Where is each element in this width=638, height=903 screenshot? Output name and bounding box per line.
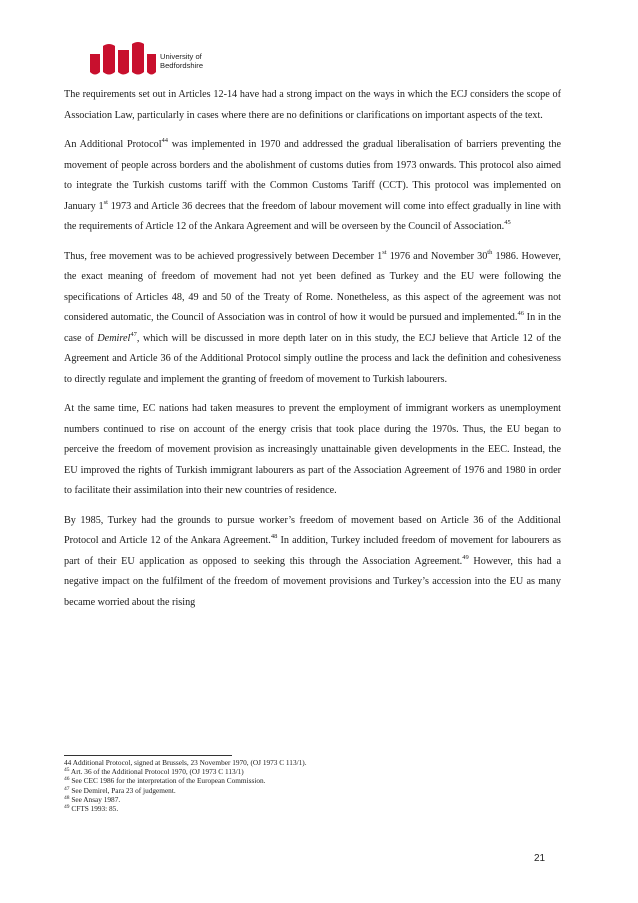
footnote-ref-49: 49: [462, 553, 469, 561]
logo-line-2: Bedfordshire: [160, 61, 204, 70]
logo-text: [160, 52, 203, 70]
footnote-separator: [64, 755, 232, 756]
footnote-ref-47: 47: [130, 330, 137, 338]
paragraph-5: By 1985, Turkey had the grounds to pursue worker’s freedom of movement based on Article 36 of the Additional Protocol and Article 12 of the Ankara Agreement.$^{48}$ In addition, Turkey included freedom of movement for labourers as part of their EU application as opposed to seeking this through the Association Agreement.$^{49}$ However, this had a negative impact on the fulfilment of the freedom of movement provisions and Turkey’s accession into the EU as many became worried about the rising: [64, 514, 561, 608]
case-name: Demirel: [97, 332, 131, 344]
footnote-ref-45: 45: [504, 219, 511, 226]
paragraph-1: The requirements set out in Articles 12-14 have had a strong impact on the ways in which the ECJ considers the scope of Association Law, particularly in cases where there are no definitions or clarifications on important aspects of the text.: [64, 89, 561, 121]
footnote-ref-48: 48: [270, 533, 278, 540]
paragraph-3: Thus, free movement was to be achieved progressively between December 1st 1976 and November 30th 1986. However, the exact meaning of freedom of movement had not yet been defined as Turkey and the EU were following the specifications of Articles 48, 49 and 50 of the Treaty of Rome. Nonetheless, as this aspect of the agreement was not considered automatic, the Council of Association was in control of how it would be pursued and implemented.$^{46}$ In in the case of Demirel$^{47}$, which will be discussed in more depth later on in this study, the ECJ believe that Article 12 of the Agreement and Article 36 of the Additional Protocol simply outline the process and lack the definition and cohesiveness to directly regulate and implement the granting of freedom of movement to Turkish labourers.: [64, 248, 561, 385]
footnote-44: 44 Additional Protocol, signed at Brussels, 23 November 1970, (OJ 1973 C 113/1).: [64, 758, 307, 767]
footnotes: [64, 758, 561, 813]
paragraph-2: An Additional Protocol$^{44}$ was implemented in 1970 and addressed the gradual liberalisation of barriers preventing the movement of people across borders and the abolishment of customs duties from 1973 onwards. This protocol also aimed to integrate the Turkish customs tariff with the Common Customs Tariff (CCT). This protocol was implemented on January 1st 1973 and Article 36 decrees that the freedom of labour movement will come into effect gradually in line with the requirements of Article 12 of the Ankara Agreement and will be overseen by the Council of Association.$^{45}$: [64, 137, 561, 232]
logo-line-1: University of: [160, 52, 202, 61]
footnote-47: $^{47}$ See Demirel, Para 23 of judgement.: [64, 785, 176, 795]
footnote-45: $^{45}$ Art. 36 of the Additional Protocol 1970, (OJ 1973 C 113/1): [64, 767, 244, 777]
body-text: [64, 85, 561, 622]
university-logo: [88, 40, 248, 80]
footnote-ref-44: 44: [161, 137, 169, 144]
page-number: 21: [534, 853, 546, 864]
footnote-49: $^{49}$ CFTS 1993: 85.: [64, 804, 119, 814]
footnote-46: $^{46}$ See CEC 1986 for the interpretation of the European Commission.: [64, 776, 266, 786]
university-logo-mark: [88, 40, 158, 78]
footnote-48: $^{48}$ See Ansay 1987.: [64, 794, 121, 804]
paragraph-4: At the same time, EC nations had taken measures to prevent the employment of immigrant workers as unemployment numbers continued to rise on account of the energy crisis that took place during the 1970s. Thus, the EU began to perceive the freedom of movement provision as increasingly unattainable given developments in the EEC. Instead, the EU improved the rights of Turkish immigrant labourers as part of the Association Agreement of 1976 and 1980 in order to facilitate their assimilation into their new countries of residence.: [64, 403, 561, 496]
footnote-ref-46: 46: [517, 310, 524, 317]
